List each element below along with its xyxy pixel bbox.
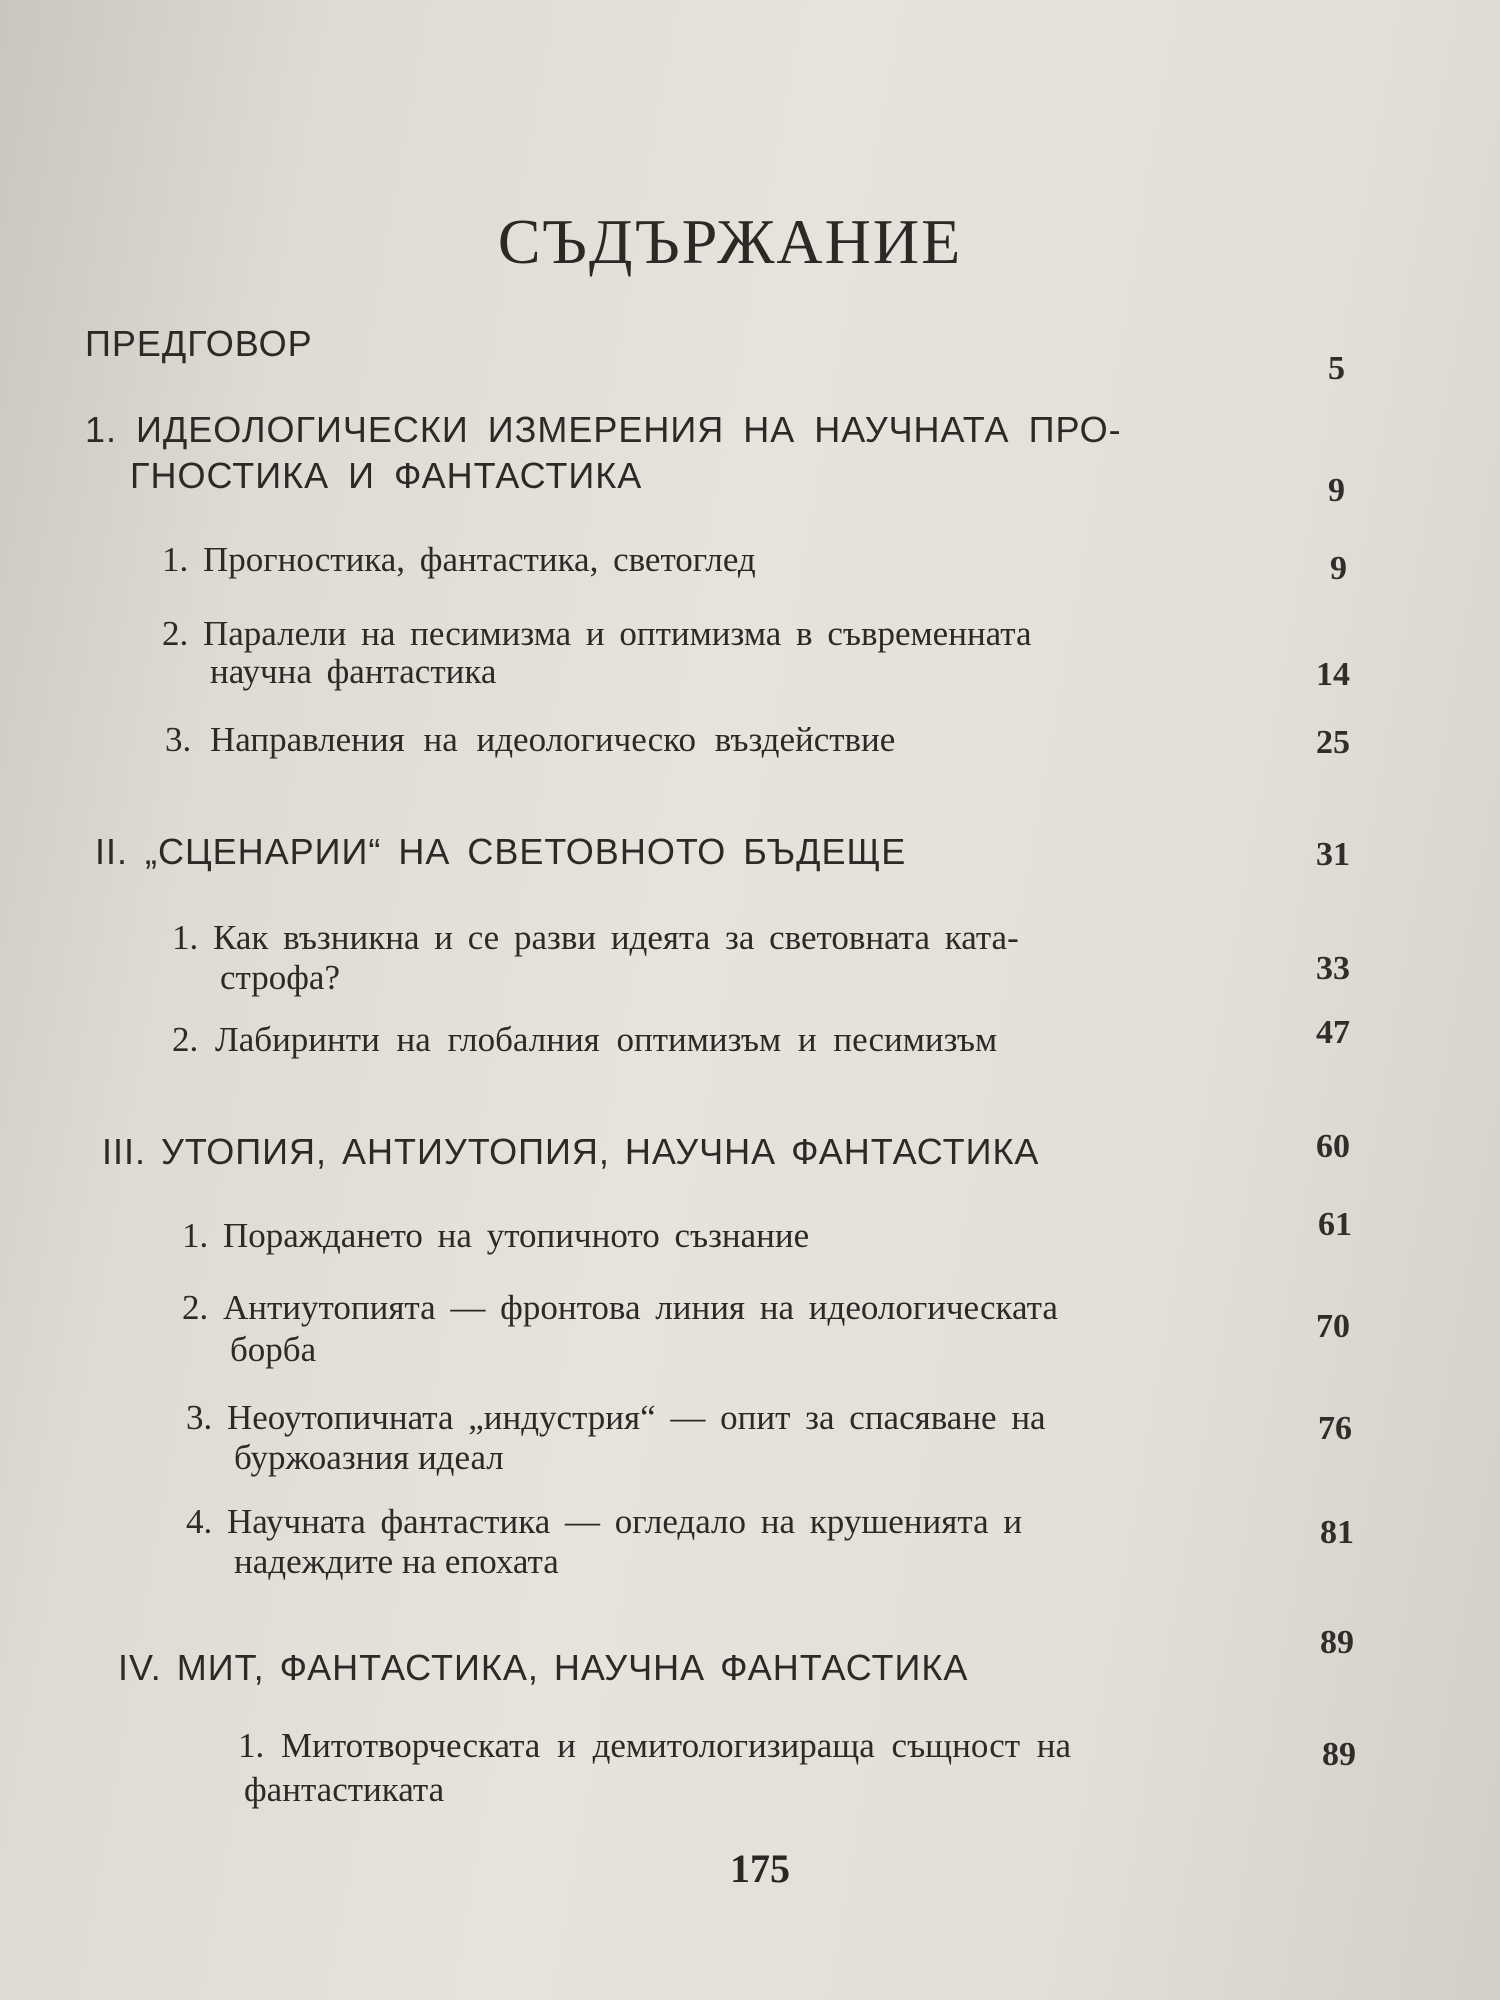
toc-ch3-s3-page: 76 bbox=[1318, 1410, 1352, 1447]
toc-ch3-s1-line1: 1. Пораждането на утопичното съзнание bbox=[182, 1216, 810, 1255]
toc-ch1-s2-line2: научна фантастика bbox=[210, 652, 497, 691]
toc-ch2-s1-page: 33 bbox=[1316, 950, 1350, 987]
toc-ch1-title-line1: 1. ИДЕОЛОГИЧЕСКИ ИЗМЕРЕНИЯ НА НАУЧНАТА ПРО- bbox=[85, 409, 1122, 450]
toc-ch4-s1-line2: фантастиката bbox=[244, 1770, 445, 1809]
toc-preface-page: 5 bbox=[1328, 350, 1345, 387]
toc-ch1-s2-page: 14 bbox=[1316, 656, 1350, 693]
toc-ch3-s2-page: 70 bbox=[1316, 1308, 1350, 1345]
toc-ch4-s1-line1: 1. Митотворческата и демитологизираща същност на bbox=[238, 1726, 1072, 1765]
toc-ch2-s2-line1: 2. Лабиринти на глобалния оптимизъм и песимизъм bbox=[172, 1020, 998, 1059]
toc-preface-title: ПРЕДГОВОР bbox=[85, 323, 313, 364]
toc-ch3-s2-line2: борба bbox=[230, 1330, 317, 1369]
toc-ch1-s1-page: 9 bbox=[1330, 550, 1347, 587]
toc-ch2-page: 31 bbox=[1316, 836, 1350, 873]
toc-ch2-title-line1: II. „СЦЕНАРИИ“ НА СВЕТОВНОТО БЪДЕЩЕ bbox=[95, 831, 907, 872]
toc-ch4-page: 89 bbox=[1320, 1624, 1354, 1661]
toc-ch1-s1-line1: 1. Прогностика, фантастика, светоглед bbox=[162, 540, 756, 579]
toc-ch4-s1-page: 89 bbox=[1322, 1736, 1356, 1773]
toc-ch3-s3-line1: 3. Неоутопичната „индустрия“ — опит за спасяване на bbox=[186, 1398, 1046, 1437]
toc-ch1-s3-page: 25 bbox=[1316, 724, 1350, 761]
toc-ch4-title-line1: IV. МИТ, ФАНТАСТИКА, НАУЧНА ФАНТАСТИКА bbox=[118, 1647, 969, 1688]
toc-ch1-s3-line1: 3. Направления на идеологическо въздействие bbox=[165, 720, 896, 759]
toc-ch1-title-line2: ГНОСТИКА И ФАНТАСТИКА bbox=[130, 455, 643, 496]
toc-ch2-s1-line1: 1. Как възникна и се разви идеята за световната ката- bbox=[172, 918, 1019, 957]
toc-ch3-s3-line2: буржоазния идеал bbox=[234, 1438, 504, 1477]
toc-ch2-s1-line2: строфа? bbox=[220, 958, 341, 997]
toc-ch3-page: 60 bbox=[1316, 1128, 1350, 1165]
page-title: СЪДЪРЖАНИЕ bbox=[497, 206, 963, 277]
toc-ch3-title-line1: III. УТОПИЯ, АНТИУТОПИЯ, НАУЧНА ФАНТАСТИКА bbox=[102, 1131, 1040, 1172]
toc-ch1-page: 9 bbox=[1328, 472, 1345, 509]
toc-ch1-s2-line1: 2. Паралели на песимизма и оптимизма в съвременната bbox=[162, 614, 1032, 653]
toc-ch3-s2-line1: 2. Антиутопията — фронтова линия на идеологическата bbox=[182, 1288, 1058, 1327]
toc-ch3-s4-line1: 4. Научната фантастика — огледало на крушенията и bbox=[186, 1502, 1023, 1541]
page-number: 175 bbox=[730, 1846, 790, 1891]
toc-ch3-s4-line2: надеждите на епохата bbox=[234, 1542, 559, 1581]
toc-ch2-s2-page: 47 bbox=[1316, 1014, 1350, 1051]
toc-ch3-s1-page: 61 bbox=[1318, 1206, 1352, 1243]
toc-ch3-s4-page: 81 bbox=[1320, 1514, 1354, 1551]
